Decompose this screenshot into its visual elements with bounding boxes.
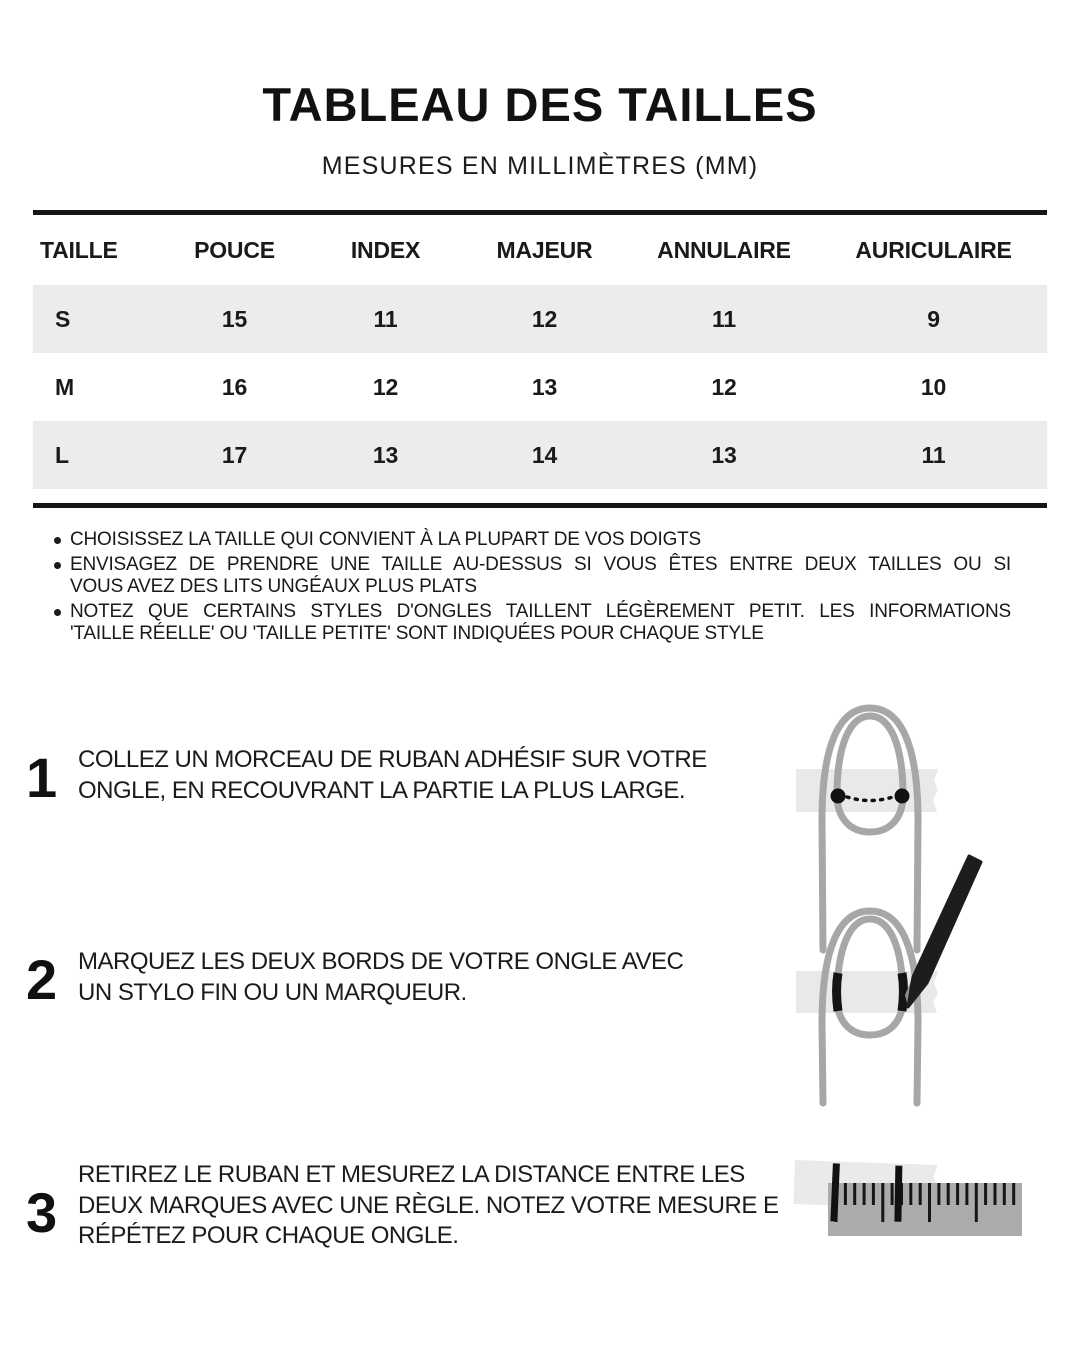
size-value: 16 [221, 373, 248, 400]
fit-note-text: ENVISAGEZ DE PRENDRE UNE TAILLE AU-DESSUS SI VOUS ÊTES ENTRE DEUX TAILLES OU SI [70, 553, 1011, 575]
size-value: 14 [531, 441, 558, 468]
step-2-text [78, 947, 683, 1008]
column-header-auriculaire: AURICULAIRE [855, 236, 1012, 263]
size-value: 15 [221, 305, 248, 332]
size-value: 11 [712, 305, 736, 332]
size-table [33, 210, 1047, 508]
size-label: L [55, 441, 69, 468]
size-value: 10 [920, 373, 947, 400]
tape-mark-left [834, 1163, 837, 1221]
size-value: 11 [373, 305, 398, 332]
step-3-text [78, 1160, 779, 1252]
column-header-majeur: MAJEUR [496, 236, 593, 263]
column-header-pouce: POUCE [194, 236, 275, 263]
tape-mark-right [897, 1166, 900, 1222]
step-1-text [78, 745, 707, 806]
page-title: TABLEAU DES TAILLES [262, 78, 818, 131]
step-line: DEUX MARQUES AVEC UNE RÈGLE. NOTEZ VOTRE MESURE E [78, 1191, 779, 1219]
fit-note-text: VOUS AVEZ DES LITS UNGÉAUX PLUS PLATS [70, 576, 477, 597]
step-2-number: 2 [26, 948, 58, 1011]
size-label: M [55, 373, 74, 400]
size-value: 12 [711, 373, 737, 400]
nail-edge-dot-right [895, 789, 910, 804]
fingertip-marker-pen-icon [780, 845, 1000, 1135]
fit-note-text: 'TAILLE RÉELLE' OU 'TAILLE PETITE' SONT INDIQUÉES POUR CHAQUE STYLE [70, 623, 764, 644]
marker-pen-icon [908, 856, 981, 1007]
table-row-s [33, 285, 1047, 353]
step-line: UN STYLO FIN OU UN MARQUEUR. [78, 978, 467, 1006]
fit-note [53, 554, 1011, 599]
size-value: 9 [927, 305, 940, 332]
nail-edge-mark-right [902, 973, 904, 1011]
ruler-tape-marks-icon [775, 1148, 1040, 1260]
table-row-l [33, 421, 1047, 489]
step-line: MARQUEZ LES DEUX BORDS DE VOTRE ONGLE AVEC [78, 948, 684, 975]
fit-note [53, 529, 1011, 552]
step-3-number: 3 [26, 1181, 58, 1244]
column-header-annulaire: ANNULAIRE [657, 236, 791, 263]
size-value: 13 [372, 441, 399, 468]
size-table-header-row [33, 215, 1047, 285]
size-value: 17 [221, 441, 248, 468]
column-header-taille: TAILLE [40, 236, 118, 263]
table-row-m [33, 353, 1047, 421]
fit-notes-list [53, 529, 1011, 648]
size-label: S [55, 305, 71, 332]
size-value: 11 [921, 441, 946, 468]
fit-note [53, 601, 1011, 646]
step-line: RETIREZ LE RUBAN ET MESUREZ LA DISTANCE ENTRE LES [78, 1161, 745, 1188]
measurement-unit-subtitle: MESURES EN MILLIMÈTRES (MM) [321, 152, 759, 180]
size-value: 12 [531, 305, 558, 332]
size-value: 13 [531, 373, 558, 400]
size-value: 13 [711, 441, 737, 468]
step-line: RÉPÉTEZ POUR CHAQUE ONGLE. [78, 1222, 459, 1249]
nail-edge-dot-left [831, 789, 846, 804]
size-value: 12 [372, 373, 399, 400]
column-header-index: INDEX [350, 236, 421, 263]
fit-note-text: CHOISISSEZ LA TAILLE QUI CONVIENT À LA PLUPART DE VOS DOIGTS [70, 529, 702, 550]
step-1-number: 1 [26, 746, 58, 809]
ruler-body [828, 1183, 1022, 1236]
fit-note-text: NOTEZ QUE CERTAINS STYLES D'ONGLES TAILLENT LÉGÈREMENT PETIT. LES INFORMATIONS [70, 600, 1011, 622]
nail-edge-mark-left [837, 973, 839, 1011]
step-line: ONGLE, EN RECOUVRANT LA PARTIE LA PLUS LARGE. [78, 776, 686, 804]
step-line: COLLEZ UN MORCEAU DE RUBAN ADHÉSIF SUR VOTRE [78, 746, 707, 773]
